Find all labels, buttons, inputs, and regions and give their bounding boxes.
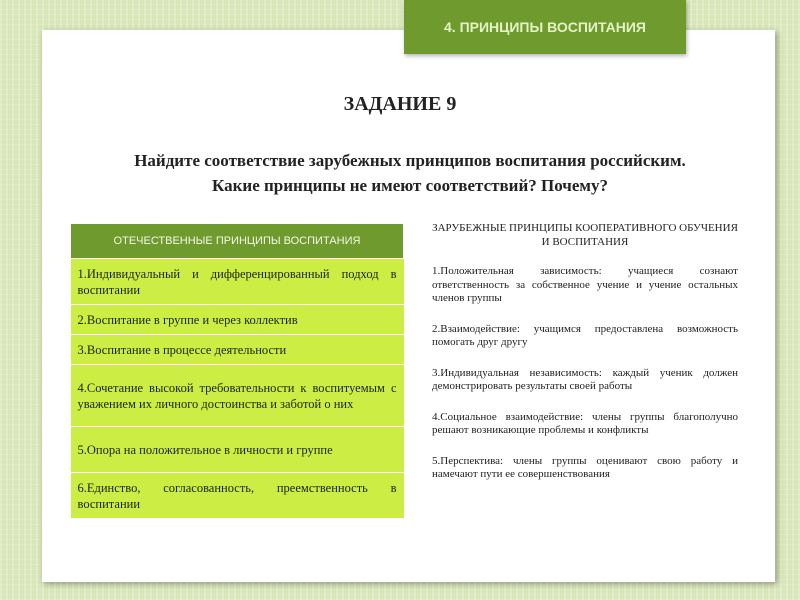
question-line-1: Найдите соответствие зарубежных принципов воспитания российским. — [134, 151, 686, 170]
domestic-principle-6: 6.Единство, согласованность, преемственность в воспитании — [71, 473, 404, 519]
slide-title-tab — [404, 0, 686, 54]
slide-title: 4. ПРИНЦИПЫ ВОСПИТАНИЯ — [444, 19, 646, 35]
domestic-principle-1: 1.Индивидуальный и дифференцированный подход в воспитании — [71, 259, 404, 305]
domestic-principle-3: 3.Воспитание в процессе деятельности — [71, 335, 404, 365]
foreign-list-header: ЗАРУБЕЖНЫЕ ПРИНЦИПЫ КООПЕРАТИВНОГО ОБУЧЕНИЯ И ВОСПИТАНИЯ — [432, 222, 738, 248]
domestic-principles-table — [70, 223, 404, 519]
foreign-principle-3: 3.Индивидуальная независимость: каждый ученик должен демонстрировать результаты своей работы — [432, 366, 738, 392]
question-text — [40, 148, 780, 198]
domestic-principle-4: 4.Сочетание высокой требовательности к воспитуемым с уважением их личного достоинства и заботой о них — [71, 365, 404, 427]
domestic-principle-5: 5.Опора на положительное в личности и группе — [71, 427, 404, 473]
foreign-principle-4: 4.Социальное взаимодействие: члены группы благополучно решают возникающие проблемы и конфликты — [432, 410, 738, 436]
foreign-principle-5: 5.Перспектива: члены группы оценивают свою работу и намечают пути ее совершенствования — [432, 454, 738, 480]
domestic-principle-2: 2.Воспитание в группе и через коллектив — [71, 305, 404, 335]
foreign-principle-1: 1.Положительная зависимость: учащиеся сознают ответственность за собственное учение и учение остальных членов группы — [432, 265, 738, 304]
question-line-2: Какие принципы не имеют соответствий? Почему? — [212, 176, 608, 195]
foreign-principle-2: 2.Взаимодействие: учащимся предоставлена возможность помогать друг другу — [432, 322, 738, 348]
domestic-table-header: ОТЕЧЕСТВЕННЫЕ ПРИНЦИПЫ ВОСПИТАНИЯ — [71, 224, 404, 259]
foreign-principles-list — [432, 222, 738, 499]
task-title: ЗАДАНИЕ 9 — [343, 93, 457, 115]
